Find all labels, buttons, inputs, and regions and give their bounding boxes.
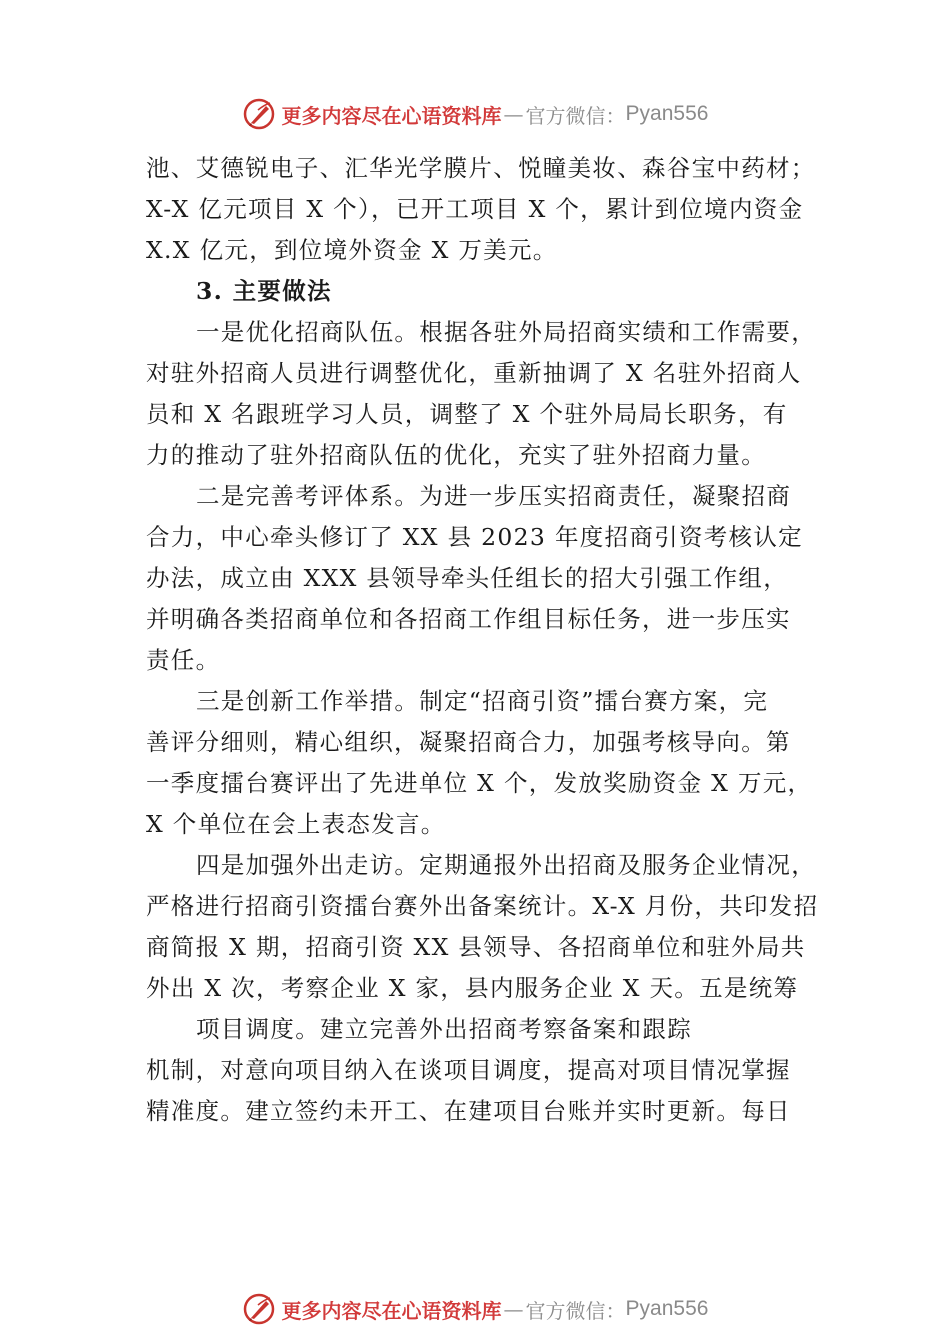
- body-line: 外出 X 次，考察企业 X 家，县内服务企业 X 天。五是统筹: [146, 974, 799, 1002]
- body-line: 办法，成立由 XXX 县领导牵头任组长的招大引强工作组，: [146, 564, 789, 592]
- footer-banner: [0, 1289, 950, 1329]
- section-heading: 3. 主要做法: [196, 277, 332, 305]
- body-line: 责任。: [146, 646, 221, 674]
- banner-brand: 更多内容尽在心语资料库: [281, 1298, 502, 1323]
- banner-dash: —: [503, 102, 524, 126]
- document-body: [146, 148, 826, 1132]
- header-banner: [0, 94, 950, 134]
- banner-wechat-id: Pyan556: [625, 1297, 709, 1320]
- quill-logo-icon: [242, 97, 276, 131]
- body-line: 严格进行招商引资擂台赛外出备案统计。X-X 月份，共印发招: [146, 892, 819, 920]
- body-line: 善评分细则，精心组织，凝聚招商合力，加强考核导向。第: [146, 728, 791, 756]
- paragraph-start-line: 项目调度。建立完善外出招商考察备案和跟踪: [196, 1015, 692, 1043]
- banner-official-label: 官方微信：: [525, 1298, 626, 1323]
- paragraph-start-line: 二是完善考评体系。为进一步压实招商责任，凝聚招商: [196, 482, 792, 510]
- paragraph-start-line: 四是加强外出走访。定期通报外出招商及服务企业情况，: [196, 851, 816, 879]
- body-line: X.X 亿元，到位境外资金 X 万美元。: [146, 236, 558, 264]
- banner-official-label: 官方微信：: [525, 103, 626, 128]
- body-line: 对驻外招商人员进行调整优化，重新抽调了 X 名驻外招商人: [146, 359, 802, 387]
- body-line: 员和 X 名跟班学习人员，调整了 X 个驻外局局长职务，有: [146, 400, 788, 428]
- body-line: 机制，对意向项目纳入在谈项目调度，提高对项目情况掌握: [146, 1056, 791, 1084]
- body-line: X-X 亿元项目 X 个），已开工项目 X 个，累计到位境内资金: [146, 195, 804, 223]
- banner-dash: —: [503, 1297, 524, 1321]
- body-line: 精准度。建立签约未开工、在建项目台账并实时更新。每日: [146, 1097, 791, 1125]
- body-line: 一季度擂台赛评出了先进单位 X 个，发放奖励资金 X 万元，: [146, 769, 813, 797]
- body-line: 商简报 X 期，招商引资 XX 县领导、各招商单位和驻外局共: [146, 933, 806, 961]
- banner-brand: 更多内容尽在心语资料库: [281, 103, 502, 128]
- quill-logo-icon: [242, 1292, 276, 1326]
- banner-wechat-id: Pyan556: [625, 102, 709, 125]
- body-line: 合力，中心牵头修订了 XX 县 2023 年度招商引资考核认定: [146, 523, 803, 551]
- paragraph-start-line: 一是优化招商队伍。根据各驻外局招商实绩和工作需要，: [196, 318, 816, 346]
- body-line: 力的推动了驻外招商队伍的优化，充实了驻外招商力量。: [146, 441, 766, 469]
- paragraph-start-line: 三是创新工作举措。制定“招商引资”擂台赛方案，完: [196, 687, 769, 715]
- body-line: X 个单位在会上表态发言。: [146, 810, 446, 838]
- body-line: 池、艾德锐电子、汇华光学膜片、悦瞳美妆、森谷宝中药材；: [146, 154, 816, 182]
- body-line: 并明确各类招商单位和各招商工作组目标任务，进一步压实: [146, 605, 791, 633]
